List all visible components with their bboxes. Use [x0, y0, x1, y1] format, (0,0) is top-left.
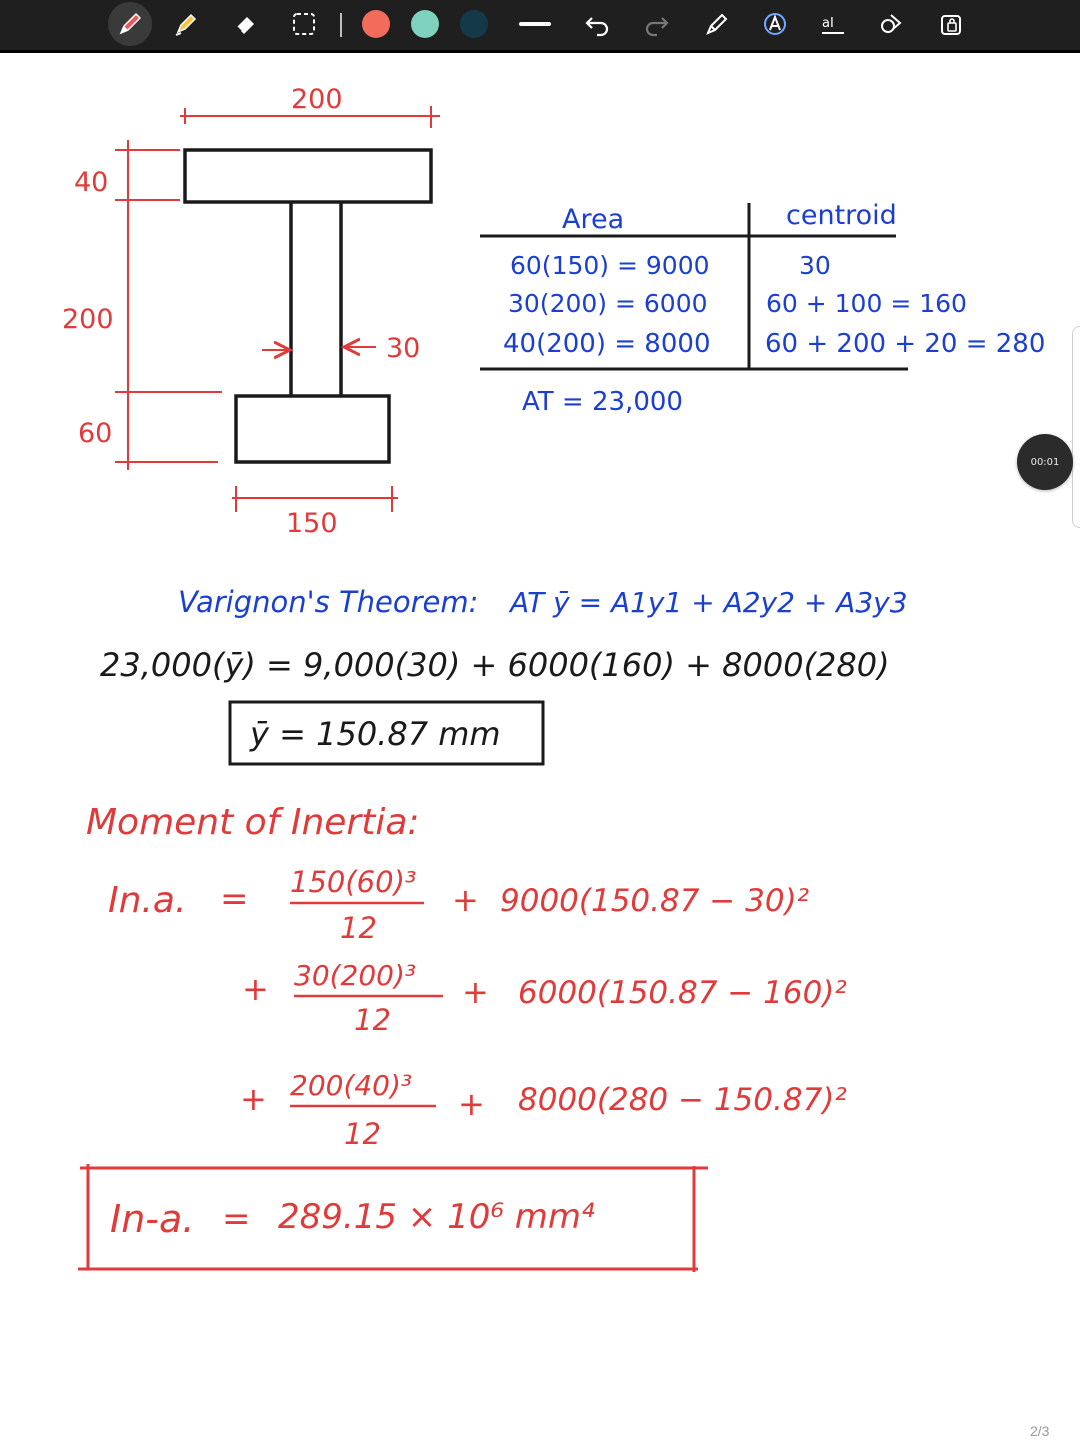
web [291, 202, 341, 396]
handwritten-notes [0, 52, 1080, 1440]
dim-web-height: 200 [62, 304, 114, 335]
inertia-plus-4: + [240, 1080, 267, 1118]
inertia-heading: Moment of Inertia: [86, 802, 420, 843]
inertia-plus-1: + [452, 881, 479, 919]
varignon-formula: AT ȳ = A1y1 + A2y2 + A3y3 [510, 586, 908, 619]
dim-web-thickness: 30 [386, 333, 421, 364]
table-row-2-centroid: 60 + 100 = 160 [766, 289, 967, 318]
varignon-section [100, 585, 908, 764]
table-row-1-area: 60(150) = 9000 [510, 251, 710, 280]
lasso-select-icon[interactable] [284, 4, 324, 44]
pen-icon[interactable] [108, 2, 152, 46]
inertia-plus-2: + [242, 970, 269, 1008]
varignon-label: Varignon's Theorem: [178, 585, 479, 619]
dim-bottom-thickness: 60 [78, 418, 113, 449]
toolbar-divider [340, 13, 342, 37]
dim-bottom-width: 150 [286, 508, 338, 539]
inertia-term2-shift: 6000(150.87 − 160)² [518, 975, 847, 1011]
inertia-plus-5: + [458, 1085, 485, 1123]
table-row-1-centroid: 30 [799, 251, 831, 280]
moment-of-inertia-section [78, 802, 847, 1272]
table-row-3-area: 40(200) = 8000 [503, 329, 711, 359]
top-flange [185, 150, 431, 202]
inertia-final-rhs: 289.15 × 10⁶ mm⁴ [278, 1197, 595, 1237]
varignon-equation: 23,000(ȳ) = 9,000(30) + 6000(160) + 8000(280) [100, 646, 890, 684]
table-header-area: Area [562, 204, 625, 235]
inertia-equals: = [220, 879, 249, 919]
inertia-plus-3: + [462, 973, 489, 1011]
color-swatch-navy[interactable] [460, 10, 488, 38]
shape-icon[interactable] [871, 4, 911, 44]
lock-icon[interactable] [931, 4, 971, 44]
inertia-term2-denominator: 12 [354, 1003, 391, 1037]
inertia-term2-numerator: 30(200)³ [294, 959, 417, 992]
ybar-result: ȳ = 150.87 mm [250, 715, 501, 753]
inertia-term3-shift: 8000(280 − 150.87)² [518, 1082, 847, 1118]
inertia-lhs: In.a. [108, 880, 187, 921]
side-panel-handle[interactable] [1072, 326, 1080, 528]
inertia-term3-denominator: 12 [344, 1117, 381, 1151]
inertia-final-equals: = [222, 1199, 251, 1239]
toolbar [0, 0, 1080, 53]
inertia-term1-shift: 9000(150.87 − 30)² [500, 883, 810, 919]
table-total-area: AT = 23,000 [522, 387, 683, 417]
recording-timer[interactable]: 00:01 [1017, 434, 1073, 490]
table-row-3-centroid: 60 + 200 + 20 = 280 [765, 329, 1046, 359]
text-convert-icon[interactable] [813, 4, 853, 44]
eraser-icon[interactable] [226, 4, 266, 44]
color-swatch-red[interactable] [362, 10, 390, 38]
bottom-flange [236, 396, 389, 462]
redo-icon[interactable] [637, 4, 677, 44]
table-row-2-area: 30(200) = 6000 [508, 289, 708, 318]
page-indicator: 2/3 [1030, 1423, 1050, 1439]
pen-settings-icon[interactable] [697, 4, 737, 44]
note-canvas[interactable] [0, 52, 1080, 1440]
dim-top-width: 200 [291, 84, 343, 115]
undo-icon[interactable] [577, 4, 617, 44]
area-centroid-table [480, 200, 1045, 417]
dimension-lines [115, 106, 440, 512]
table-header-centroid: centroid [786, 200, 897, 231]
color-swatch-teal[interactable] [411, 10, 439, 38]
dim-flange-thickness: 40 [74, 167, 109, 198]
highlighter-icon[interactable] [166, 4, 206, 44]
inertia-term1-numerator: 150(60)³ [290, 865, 417, 899]
inertia-term1-denominator: 12 [340, 911, 377, 945]
text-recognition-icon[interactable] [755, 4, 795, 44]
ibeam-figure [185, 150, 431, 462]
inertia-term3-numerator: 200(40)³ [290, 1069, 413, 1102]
inertia-final-lhs: In-a. [110, 1197, 195, 1241]
svg-text:aI: aI [822, 16, 834, 31]
line-width-icon[interactable] [515, 4, 555, 44]
